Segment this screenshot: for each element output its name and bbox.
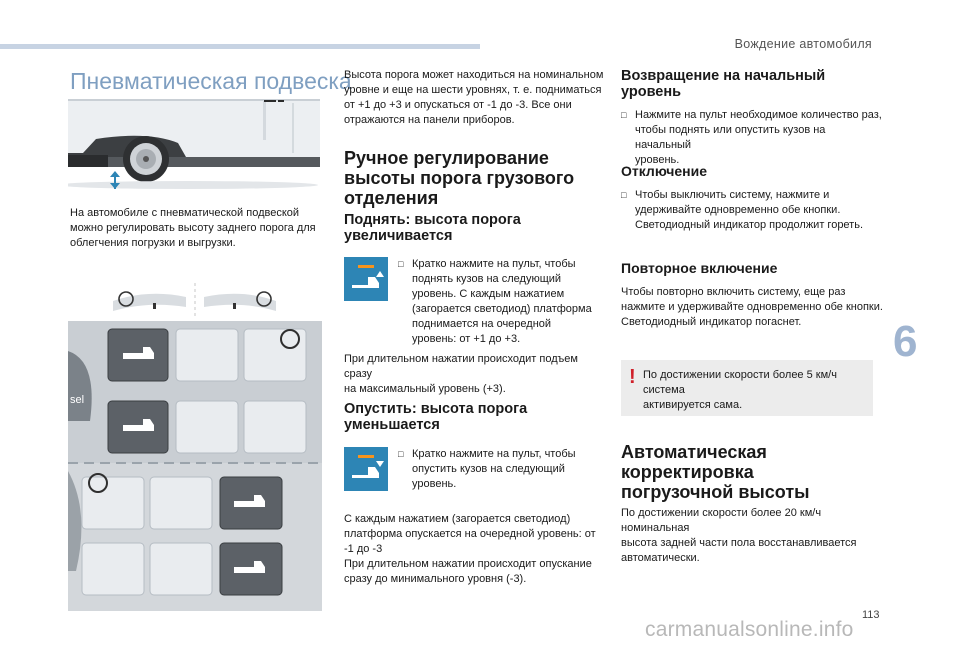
text-line: уровень: от +1 до +3. bbox=[412, 333, 521, 345]
text-line: По достижении скорости более 20 км/ч номинальная bbox=[621, 507, 822, 534]
heading-line: увеличивается bbox=[344, 228, 453, 244]
text-line: -1 до -3 bbox=[344, 543, 383, 555]
heading-line: погрузочной высоты bbox=[621, 482, 810, 502]
text-line: платформа опускается на очередной уровень: от bbox=[344, 528, 596, 540]
intro-line: облегчения погрузки и выгрузки. bbox=[70, 237, 236, 249]
van-raise-icon bbox=[344, 257, 388, 301]
text-line: Светодиодный индикатор погаснет. bbox=[621, 316, 802, 328]
text-line: отражаются на панели приборов. bbox=[344, 114, 515, 126]
text-line: поднимается на очередной bbox=[412, 318, 552, 330]
text-line: При длительном нажатии происходит подъем сразу bbox=[344, 353, 578, 380]
heading-line: Опустить: высота порога bbox=[344, 401, 528, 417]
off-bullet bbox=[621, 188, 883, 234]
lower-bullet bbox=[398, 447, 608, 493]
raise-heading bbox=[344, 212, 606, 244]
text-line: По достижении скорости более 5 км/ч система bbox=[643, 369, 837, 396]
heading-line: Автоматическая bbox=[621, 442, 767, 462]
auto-text bbox=[621, 506, 883, 566]
dashboard-indicators-icon bbox=[68, 283, 322, 317]
on-heading: Повторное включение bbox=[621, 260, 778, 276]
heading-line: высоты порога грузового bbox=[344, 168, 575, 188]
text-line: С каждым нажатием (загорается светодиод) bbox=[344, 513, 571, 525]
page-number: 113 bbox=[862, 609, 880, 621]
page-title: Пневматическая подвеска bbox=[70, 68, 352, 94]
text-line: Нажмите на пульт необходимое количество раз, bbox=[635, 109, 882, 121]
intro-line: На автомобиле с пневматической подвеской bbox=[70, 207, 300, 219]
text-line: опустить кузов на следующий bbox=[412, 463, 565, 475]
heading-line: Возвращение на начальный bbox=[621, 68, 826, 84]
bullet-icon: □ bbox=[621, 110, 627, 120]
text-line: Чтобы повторно включить систему, еще раз bbox=[621, 286, 846, 298]
text-line: Светодиодный индикатор продолжит гореть. bbox=[635, 219, 864, 231]
heading-line: уменьшается bbox=[344, 417, 440, 433]
off-heading: Отключение bbox=[621, 163, 708, 179]
text-line: от +1 до +3 и опускаться от -1 до -3. Все они bbox=[344, 99, 572, 111]
text-line: поднять кузов на следующий bbox=[412, 273, 562, 285]
bullet-icon: □ bbox=[398, 259, 404, 269]
text-line: Высота порога может находиться на номинальном bbox=[344, 69, 604, 81]
return-heading bbox=[621, 68, 883, 100]
text-line: (загорается светодиод) платформа bbox=[412, 303, 592, 315]
warning-box bbox=[621, 360, 873, 416]
text-line: нажмите и удерживайте одновременно обе кнопки. bbox=[621, 301, 883, 313]
heading-line: Ручное регулирование bbox=[344, 148, 549, 168]
raise-button-image bbox=[344, 257, 388, 301]
return-bullet bbox=[621, 108, 883, 166]
text-line: уровень. bbox=[635, 154, 680, 166]
intro-text bbox=[70, 206, 320, 251]
lower-button-image bbox=[344, 447, 388, 491]
text-line: чтобы поднять или опустить кузов на начальный bbox=[635, 124, 826, 151]
warning-icon: ! bbox=[629, 366, 636, 388]
section-title: Вождение автомобиля bbox=[734, 37, 872, 51]
lower-text bbox=[344, 512, 608, 587]
on-text bbox=[621, 285, 883, 330]
suspension-buttons-icon bbox=[68, 321, 322, 611]
header-bar bbox=[0, 44, 480, 49]
panel-label: sel bbox=[70, 394, 85, 406]
indicator-illustration bbox=[68, 283, 322, 317]
text-line: активируется сама. bbox=[643, 399, 743, 411]
text-line: При длительном нажатии происходит опускание bbox=[344, 558, 592, 570]
text-line: высота задней части пола восстанавливается bbox=[621, 537, 857, 549]
bullet-icon: □ bbox=[398, 449, 404, 459]
van-rear-icon bbox=[68, 95, 320, 195]
control-panel-illustration bbox=[68, 321, 322, 611]
levels-text bbox=[344, 68, 606, 128]
manual-heading bbox=[344, 148, 606, 208]
heading-line: отделения bbox=[344, 188, 439, 208]
watermark: carmanualsonline.info bbox=[645, 618, 854, 641]
van-illustration bbox=[68, 95, 320, 195]
text-line: уровне и еще на шести уровнях, т. е. подниматься bbox=[344, 84, 602, 96]
text-line: уровень. С каждым нажатием bbox=[412, 288, 565, 300]
text-line: уровень. bbox=[412, 478, 457, 490]
lower-heading bbox=[344, 401, 606, 433]
intro-line: можно регулировать высоту заднего порога для bbox=[70, 222, 316, 234]
van-lower-icon bbox=[344, 447, 388, 491]
auto-heading bbox=[621, 442, 883, 502]
text-line: автоматически. bbox=[621, 552, 700, 564]
raise-bullet bbox=[398, 257, 608, 349]
heading-line: уровень bbox=[621, 84, 682, 100]
text-line: сразу до минимального уровня (-3). bbox=[344, 573, 527, 585]
text-line: Чтобы выключить систему, нажмите и bbox=[635, 189, 830, 201]
bullet-icon: □ bbox=[621, 190, 627, 200]
chapter-number: 6 bbox=[893, 317, 918, 366]
text-line: Кратко нажмите на пульт, чтобы bbox=[412, 448, 576, 460]
heading-line: корректировка bbox=[621, 462, 754, 482]
text-line: на максимальный уровень (+3). bbox=[344, 383, 506, 395]
raise-long-text bbox=[344, 352, 608, 397]
text-line: удерживайте одновременно обе кнопки. bbox=[635, 204, 841, 216]
heading-line: Поднять: высота порога bbox=[344, 212, 521, 228]
text-line: Кратко нажмите на пульт, чтобы bbox=[412, 258, 576, 270]
